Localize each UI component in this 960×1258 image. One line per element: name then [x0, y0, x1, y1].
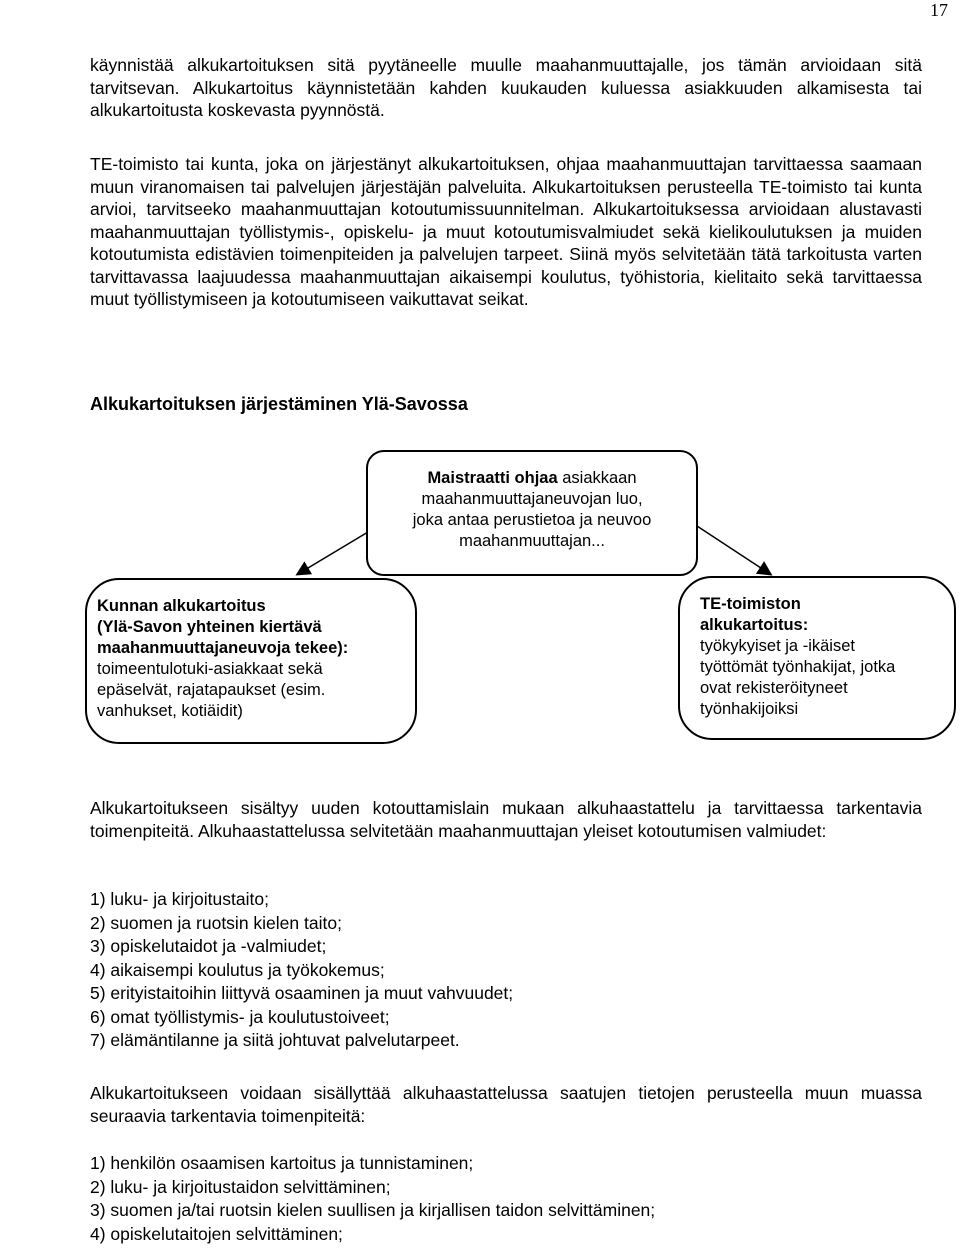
list-item: 4) aikaisempi koulutus ja työkokemus; — [90, 959, 385, 980]
right-box-line6: työnhakijoiksi — [700, 700, 799, 718]
list-item: 4) opiskelutaitojen selvittäminen; — [90, 1223, 343, 1244]
page-number: 17 — [930, 0, 948, 20]
list-item: 6) omat työllistymis- ja koulutustoiveet; — [90, 1006, 390, 1027]
paragraph-tarkentavat: Alkukartoitukseen voidaan sisällyttää alkuhaastattelussa saatujen tietojen perusteella muun muassa seuraavia tarkentavia toimenpiteitä: — [90, 1083, 922, 1126]
right-box-line4: työttömät työnhakijat, jotka — [700, 658, 896, 676]
list-item: 5) erityistaitoihin liittyvä osaaminen ja muut vahvuudet; — [90, 983, 514, 1003]
left-box-line1: Kunnan alkukartoitus — [97, 597, 266, 615]
box-kunta — [85, 578, 417, 744]
right-box-line3: työkykyiset ja -ikäiset — [700, 637, 855, 655]
right-box-line2: alkukartoitus: — [700, 616, 809, 634]
left-box-line5: epäselvät, rajatapaukset (esim. — [97, 681, 326, 699]
measures-list — [90, 1152, 655, 1246]
box-maistraatti — [366, 450, 698, 576]
paragraph-intro: käynnistää alkukartoituksen sitä pyytäneelle muulle maahanmuuttajalle, jos tämän arvioidaan sitä tarvitsevan. Alkukartoitus käynnistetään kahden kuukauden kuluessa asiakkuuden alkamisesta tai alkukartoitusta koskevasta pyynnöstä. — [90, 55, 922, 120]
section-heading: Alkukartoituksen järjestäminen Ylä-Savossa — [90, 394, 468, 414]
top-box-line3: joka antaa perustietoa ja neuvoo — [412, 511, 652, 529]
arrow-to-left-box — [298, 532, 368, 574]
left-box-line4: toimeentulotuki-asiakkaat sekä — [97, 660, 323, 678]
right-box-line1: TE-toimiston — [700, 595, 801, 613]
arrow-to-right-box — [697, 526, 770, 574]
list-item: 3) suomen ja/tai ruotsin kielen suullisen ja kirjallisen taidon selvittäminen; — [90, 1200, 656, 1220]
list-item: 3) opiskelutaidot ja -valmiudet; — [90, 936, 327, 956]
box-te-toimisto — [678, 576, 956, 740]
list-item: 2) luku- ja kirjoitustaidon selvittäminen; — [90, 1176, 391, 1197]
right-box-line5: ovat rekisteröityneet — [700, 679, 848, 697]
list-item: 1) henkilön osaamisen kartoitus ja tunnistaminen; — [90, 1153, 474, 1173]
top-box-line4: maahanmuuttajan... — [459, 532, 605, 550]
list-item: 7) elämäntilanne ja siitä johtuvat palvelutarpeet. — [90, 1030, 460, 1050]
flow-diagram — [0, 440, 960, 780]
top-box-rest: asiakkaan — [557, 469, 637, 487]
readiness-list — [90, 888, 513, 1053]
paragraph-alkuhaastattelu: Alkukartoitukseen sisältyy uuden kotouttamislain mukaan alkuhaastattelu ja tarvittaessa tarkentavia toimenpiteitä. Alkuhaastattelussa selvitetään maahanmuuttajan yleiset kotoutumisen valmiudet: — [90, 798, 922, 841]
left-box-line3: maahanmuuttajaneuvoja tekee): — [97, 639, 349, 657]
list-item: 2) suomen ja ruotsin kielen taito; — [90, 912, 342, 933]
list-item: 1) luku- ja kirjoitustaito; — [90, 889, 269, 909]
left-box-line2: (Ylä-Savon yhteinen kiertävä — [97, 618, 322, 636]
top-box-bold: Maistraatti ohjaa — [427, 469, 558, 487]
paragraph-te-office: TE-toimisto tai kunta, joka on järjestänyt alkukartoituksen, ohjaa maahanmuuttajan tarvittaessa saamaan muun viranomaisen tai palvelujen järjestäjän palveluita. Alkukartoituksen perusteella TE-toimisto tai kunta arvioi, tarvitseeko maahanmuuttajan kotoutumissuunnitelman. Alkukartoituksessa arvioidaan alustavasti maahanmuuttajan työllistymis-, opiskelu- ja muut kotoutumisvalmiudet sekä kielikoulutuksen ja muiden kotoutumista edistävien toimenpiteiden ja palvelujen tarpeet. Siinä myös selvitetään tätä tarkoitusta varten tarvittavassa laajuudessa maahanmuuttajan aikaisempi koulutus, työhistoria, kielitaito sekä tarvittaessa muut työllistymiseen ja kotoutumiseen vaikuttavat seikat. — [90, 154, 922, 309]
left-box-line6: vanhukset, kotiäidit) — [97, 702, 243, 720]
top-box-line2: maahanmuuttajaneuvojan luo, — [421, 490, 643, 508]
